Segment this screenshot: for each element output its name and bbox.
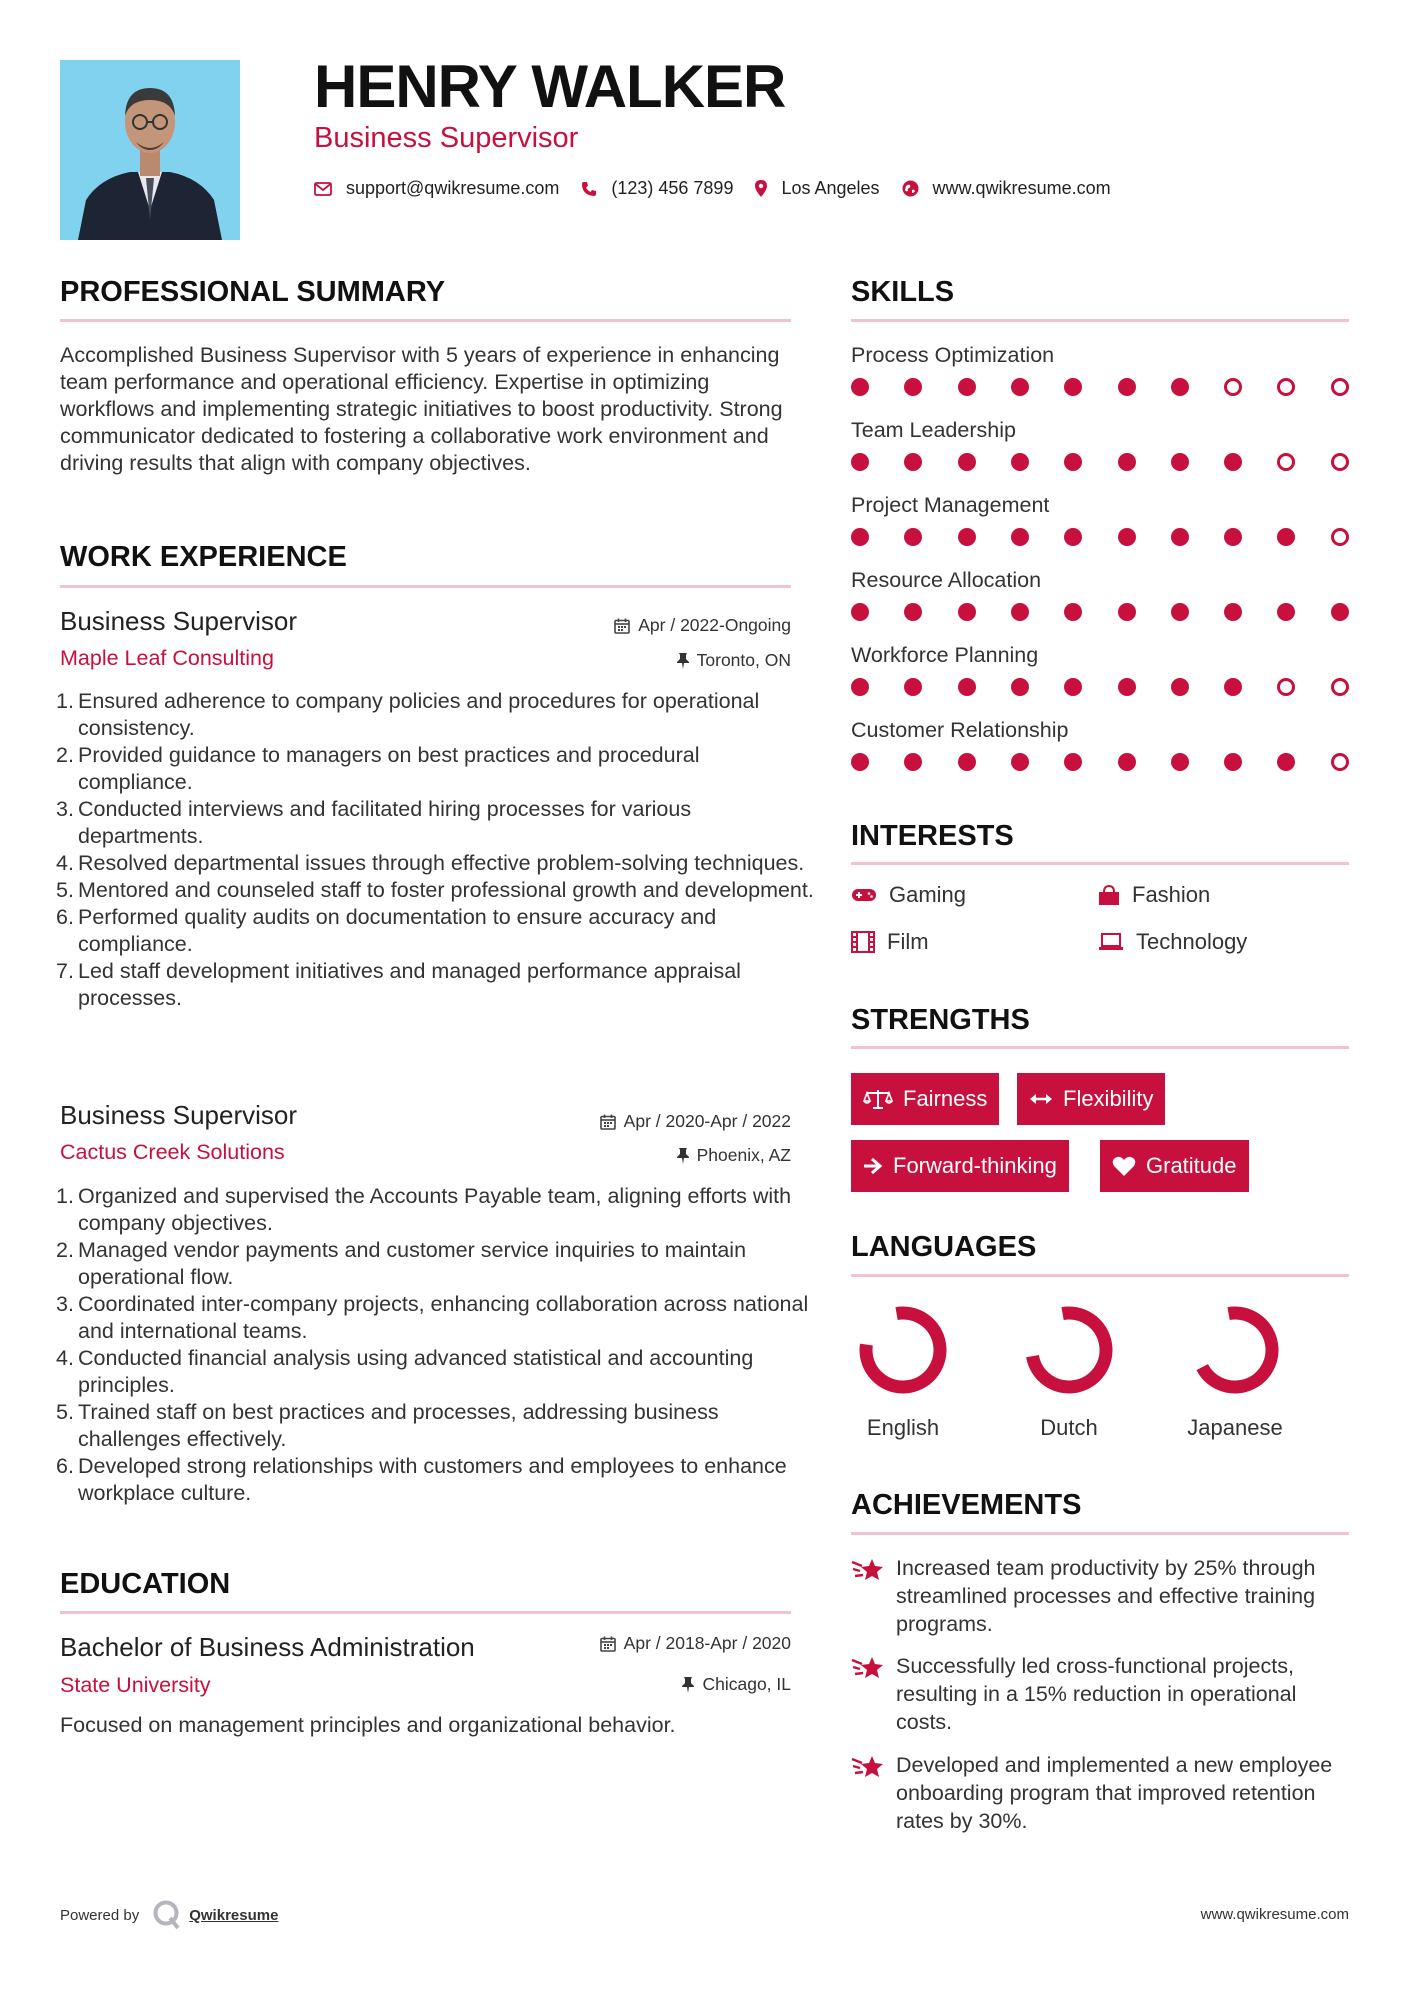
strengths-divider — [851, 1046, 1349, 1049]
skill-dot-filled — [851, 378, 869, 396]
list-item: 6. Performed quality audits on documentation to ensure accuracy and compliance. — [56, 905, 717, 956]
language-name: Dutch — [1040, 1415, 1098, 1440]
summary-divider — [60, 319, 791, 322]
achievement-text: Successfully led cross-functional projects, resulting in a 15% reduction in operational costs. — [896, 1654, 1297, 1734]
education-description: Focused on management principles and organizational behavior. — [60, 1713, 676, 1737]
skill-dot-filled — [1171, 603, 1189, 621]
list-item: 3. Conducted interviews and facilitated hiring processes for various departments. — [56, 797, 692, 848]
skill-rating — [851, 378, 1349, 398]
skill-dot-filled — [1064, 378, 1082, 396]
job-dates-text: Apr / 2022-Ongoing — [638, 615, 791, 635]
list-item: 5. Mentored and counseled staff to foster professional growth and development. — [56, 878, 814, 902]
strength-badge: Gratitude — [1100, 1140, 1249, 1192]
achievements-divider — [851, 1532, 1349, 1535]
skill-name: Team Leadership — [851, 418, 1016, 442]
skill-dot-filled — [1224, 453, 1242, 471]
candidate-name: HENRY WALKER — [314, 53, 786, 120]
skill-dot-filled — [1277, 753, 1295, 771]
language-name: Japanese — [1187, 1415, 1283, 1440]
interests-divider — [851, 862, 1349, 865]
language-progress-arc — [1026, 1307, 1112, 1393]
education-heading: EDUCATION — [60, 1568, 231, 1600]
experience-divider — [60, 585, 791, 588]
qwikresume-link[interactable]: Qwikresume — [189, 1906, 279, 1924]
calendar-icon — [600, 1636, 616, 1652]
skill-dot-filled — [958, 603, 976, 621]
skill-dot-filled — [904, 753, 922, 771]
job-company: Maple Leaf Consulting — [60, 646, 274, 670]
email-text: support@qwikresume.com — [346, 178, 560, 198]
skill-rating — [851, 753, 1349, 773]
map-marker-icon — [755, 180, 767, 197]
list-item: 2. Provided guidance to managers on best practices and procedural compliance. — [56, 743, 700, 794]
skill-dot-filled — [958, 453, 976, 471]
shooting-star-icon — [851, 1556, 885, 1584]
summary-heading: PROFESSIONAL SUMMARY — [60, 276, 446, 308]
interests-heading: INTERESTS — [851, 820, 1014, 852]
language-progress-arc — [860, 1307, 946, 1393]
skill-dot-filled — [1064, 528, 1082, 546]
skill-dot-filled — [851, 678, 869, 696]
list-item: 4. Conducted financial analysis using advanced statistical and accounting principles. — [56, 1346, 754, 1397]
languages-divider — [851, 1274, 1349, 1277]
arrow-right-icon — [863, 1157, 883, 1175]
contact-phone[interactable] — [581, 178, 733, 199]
education-location-text: Chicago, IL — [702, 1674, 791, 1694]
job-bullets — [56, 1183, 818, 1507]
language-progress-ring — [1019, 1300, 1119, 1400]
envelope-icon — [314, 182, 332, 196]
skill-dot-filled — [1224, 603, 1242, 621]
language-progress-ring — [853, 1300, 953, 1400]
pushpin-icon — [677, 1148, 689, 1164]
shooting-star-icon — [851, 1654, 885, 1682]
list-item: 2. Managed vendor payments and customer service inquiries to maintain operational flow. — [56, 1238, 747, 1289]
skill-dot-filled — [1064, 453, 1082, 471]
contact-website[interactable] — [902, 178, 1111, 199]
language-name: English — [866, 1415, 940, 1440]
skill-dot-filled — [1118, 378, 1136, 396]
job-dates — [600, 1111, 791, 1132]
footer-powered-by — [60, 1900, 278, 1930]
skill-dot-filled — [904, 678, 922, 696]
skill-dot-filled — [1011, 453, 1029, 471]
education-dates-text: Apr / 2018-Apr / 2020 — [623, 1633, 791, 1653]
skill-dot-filled — [851, 453, 869, 471]
skill-dot-filled — [1064, 603, 1082, 621]
skill-dot-filled — [1224, 678, 1242, 696]
location-text: Los Angeles — [781, 178, 880, 198]
skill-dot-filled — [1277, 603, 1295, 621]
skill-name: Project Management — [851, 493, 1050, 517]
skill-dot-empty — [1331, 753, 1349, 771]
strength-badge: Fairness — [851, 1073, 999, 1125]
skill-dot-filled — [1118, 453, 1136, 471]
candidate-title: Business Supervisor — [314, 122, 579, 154]
contact-location — [755, 178, 879, 199]
education-school: State University — [60, 1673, 211, 1697]
job-dates — [614, 615, 791, 636]
skill-rating — [851, 603, 1349, 623]
website-text: www.qwikresume.com — [932, 178, 1111, 198]
language-progress-ring — [1185, 1300, 1285, 1400]
globe-icon — [902, 180, 919, 197]
interest-item: Gaming — [851, 882, 966, 908]
summary-text: Accomplished Business Supervisor with 5 years of experience in enhancing team performance and operational efficiency. Expertise in optimizing workflows and implementing strategic initiatives to boost productivity. Strong communicator dedicated to fostering a collaborative work environment and driving results that align with company objectives. — [60, 343, 783, 475]
job-location-text: Toronto, ON — [696, 650, 791, 670]
list-item: 4. Resolved departmental issues through effective problem-solving techniques. — [56, 851, 805, 875]
list-item: 1. Organized and supervised the Accounts Payable team, aligning efforts with company objectives. — [56, 1184, 792, 1235]
job-location-text: Phoenix, AZ — [696, 1145, 791, 1165]
skill-dot-filled — [1064, 678, 1082, 696]
skill-dot-filled — [958, 753, 976, 771]
skill-dot-filled — [1011, 753, 1029, 771]
skill-dot-filled — [958, 378, 976, 396]
skill-dot-filled — [1277, 528, 1295, 546]
skill-dot-filled — [1118, 528, 1136, 546]
contact-email[interactable] — [314, 178, 559, 199]
skill-dot-filled — [1011, 603, 1029, 621]
skill-rating — [851, 528, 1349, 548]
footer-website[interactable]: www.qwikresume.com — [1200, 1906, 1349, 1923]
achievements-heading: ACHIEVEMENTS — [851, 1489, 1082, 1521]
list-item: 7. Led staff development initiatives and managed performance appraisal processes. — [56, 959, 741, 1010]
profile-photo — [60, 60, 240, 240]
skill-dot-filled — [1331, 603, 1349, 621]
skill-dot-filled — [1118, 753, 1136, 771]
skill-dot-empty — [1224, 378, 1242, 396]
skills-divider — [851, 319, 1349, 322]
job-company: Cactus Creek Solutions — [60, 1140, 285, 1164]
achievement-text: Developed and implemented a new employee onboarding program that improved retention rates by 30%. — [896, 1753, 1333, 1833]
skills-heading: SKILLS — [851, 276, 955, 308]
pushpin-icon — [682, 1677, 694, 1693]
language-progress-arc — [1192, 1307, 1278, 1393]
strengths-heading: STRENGTHS — [851, 1004, 1030, 1036]
skill-dot-filled — [1118, 603, 1136, 621]
job-title: Business Supervisor — [60, 606, 297, 636]
skill-name: Process Optimization — [851, 343, 1055, 367]
skill-dot-filled — [1171, 453, 1189, 471]
skill-name: Customer Relationship — [851, 718, 1069, 742]
strength-badge: Forward-thinking — [851, 1140, 1069, 1192]
powered-by-text: Powered by — [60, 1906, 140, 1924]
skill-dot-empty — [1277, 378, 1295, 396]
shopping-bag-icon — [1098, 884, 1120, 906]
job-title: Business Supervisor — [60, 1100, 297, 1130]
skill-dot-filled — [1011, 678, 1029, 696]
list-item: 5. Trained staff on best practices and processes, addressing business challenges effectively. — [56, 1400, 719, 1451]
phone-icon — [581, 181, 597, 197]
skill-dot-empty — [1331, 453, 1349, 471]
laptop-icon — [1098, 933, 1124, 951]
job-location — [677, 1145, 791, 1166]
interest-item: Technology — [1098, 929, 1247, 955]
skill-dot-filled — [904, 603, 922, 621]
list-item: 3. Coordinated inter-company projects, enhancing collaboration across national and international teams. — [56, 1292, 809, 1343]
skill-rating — [851, 678, 1349, 698]
skill-dot-empty — [1277, 678, 1295, 696]
skill-dot-filled — [904, 453, 922, 471]
skill-dot-filled — [851, 753, 869, 771]
experience-heading: WORK EXPERIENCE — [60, 541, 347, 573]
skill-dot-filled — [1171, 753, 1189, 771]
skill-dot-filled — [904, 378, 922, 396]
phone-text: (123) 456 7899 — [611, 178, 734, 198]
skill-dot-filled — [851, 528, 869, 546]
education-degree: Bachelor of Business Administration — [60, 1632, 475, 1662]
education-location — [682, 1674, 791, 1695]
skill-name: Workforce Planning — [851, 643, 1039, 667]
interest-item: Film — [851, 929, 929, 955]
film-icon — [851, 931, 875, 953]
achievement-text: Increased team productivity by 25% through streamlined processes and effective training programs. — [896, 1556, 1316, 1636]
list-item: 6. Developed strong relationships with customers and employees to enhance workplace culture. — [56, 1454, 787, 1505]
calendar-icon — [614, 618, 630, 634]
calendar-icon — [600, 1114, 616, 1130]
skill-dot-filled — [958, 678, 976, 696]
contact-bar — [314, 178, 1133, 199]
heart-icon — [1112, 1156, 1136, 1177]
skill-dot-empty — [1331, 678, 1349, 696]
list-item: 1. Ensured adherence to company policies and procedures for operational consistency. — [56, 689, 760, 740]
skill-dot-filled — [1011, 528, 1029, 546]
skill-dot-filled — [1064, 753, 1082, 771]
skill-dot-filled — [1171, 378, 1189, 396]
skill-dot-empty — [1331, 378, 1349, 396]
skill-dot-empty — [1331, 528, 1349, 546]
qwikresume-logo-icon — [153, 1900, 181, 1930]
skill-dot-filled — [904, 528, 922, 546]
skill-dot-filled — [1118, 678, 1136, 696]
skill-dot-empty — [1277, 453, 1295, 471]
skill-dot-filled — [1224, 528, 1242, 546]
skill-dot-filled — [958, 528, 976, 546]
education-divider — [60, 1611, 791, 1614]
skill-rating — [851, 453, 1349, 473]
job-location — [677, 650, 791, 671]
interest-item: Fashion — [1098, 882, 1210, 908]
shooting-star-icon — [851, 1753, 885, 1781]
education-dates — [600, 1633, 791, 1654]
gamepad-icon — [851, 887, 877, 903]
job-dates-text: Apr / 2020-Apr / 2022 — [623, 1111, 791, 1131]
balance-scale-icon — [863, 1088, 893, 1110]
job-bullets — [56, 688, 818, 1012]
skill-dot-filled — [851, 603, 869, 621]
skill-name: Resource Allocation — [851, 568, 1042, 592]
skill-dot-filled — [1171, 528, 1189, 546]
skill-dot-filled — [1171, 678, 1189, 696]
skill-dot-filled — [1011, 378, 1029, 396]
arrows-horizontal-icon — [1029, 1092, 1053, 1106]
skill-dot-filled — [1224, 753, 1242, 771]
strength-badge: Flexibility — [1017, 1073, 1165, 1125]
languages-heading: LANGUAGES — [851, 1231, 1037, 1263]
pushpin-icon — [677, 653, 689, 669]
